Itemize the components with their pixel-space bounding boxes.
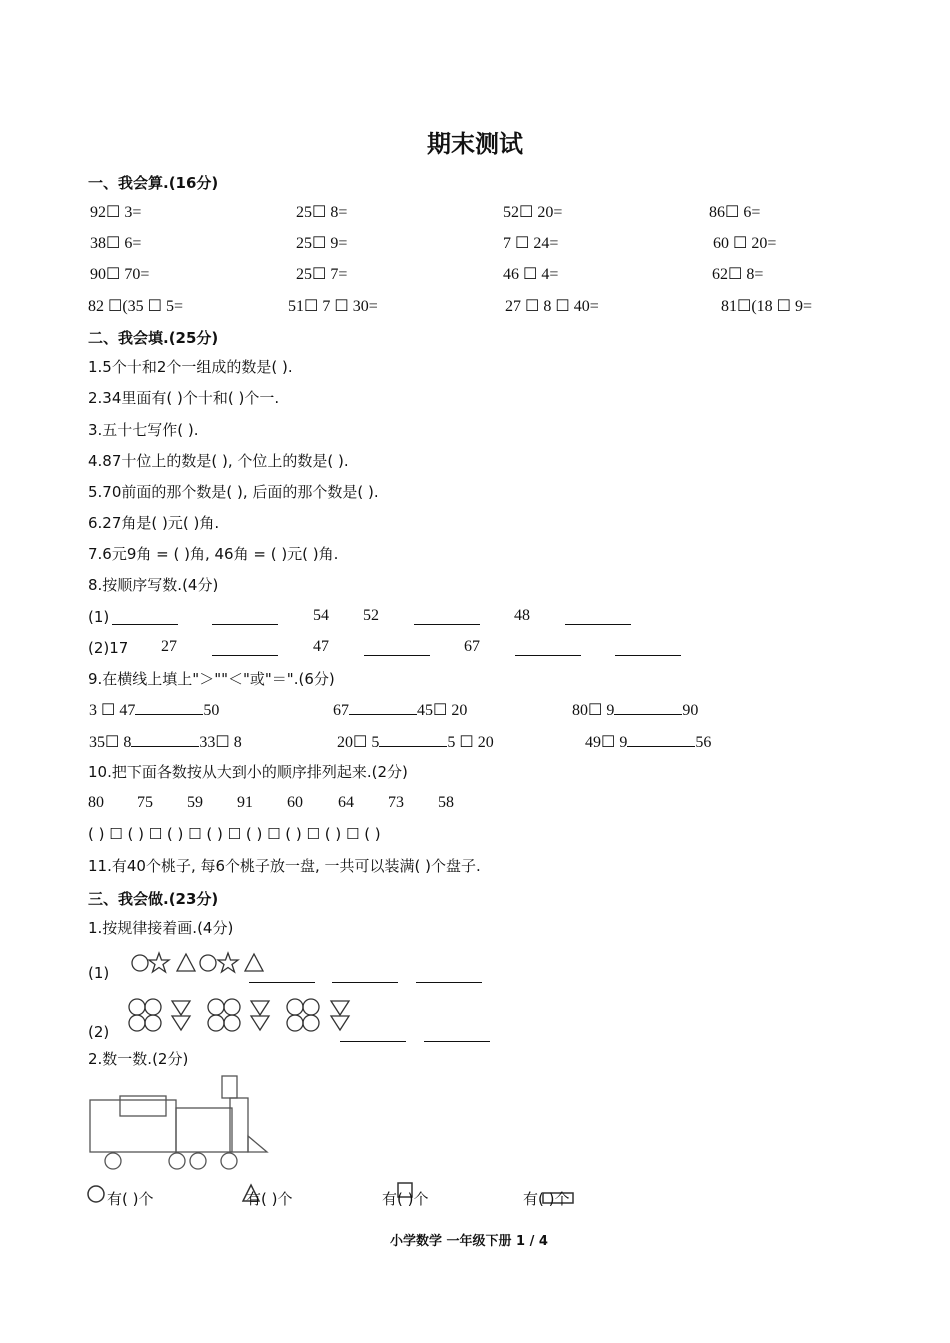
order-number: 60 <box>287 794 303 811</box>
calc-cell: 92☐ 3= <box>90 204 142 221</box>
circle-icon <box>105 1153 121 1169</box>
calc-cell: 90☐ 70= <box>90 266 150 283</box>
compare-item: 35☐ 8 33☐ 8 <box>89 734 242 751</box>
section1-heading: 一、我会算.(16分) <box>88 174 219 192</box>
answer-blank <box>112 610 178 629</box>
fill-question-6: 6.27角是( )元( )角. <box>88 514 220 532</box>
answer-blank <box>565 610 631 629</box>
count-rectangle: 有( )个 <box>523 1190 570 1208</box>
order-number: 58 <box>438 794 454 811</box>
compare-item: 20☐ 5 5 ☐ 20 <box>337 734 494 751</box>
triangle-icon <box>177 954 195 971</box>
compare-item: 49☐ 9 56 <box>585 734 712 751</box>
calc-cell: 82 ☐(35 ☐ 5= <box>88 298 184 315</box>
four-circles-icon <box>129 999 161 1031</box>
sequence-number: 67 <box>464 638 480 655</box>
calc-cell: 60 ☐ 20= <box>713 235 777 252</box>
calc-cell: 25☐ 9= <box>296 235 348 252</box>
fill-question-1: 1.5个十和2个一组成的数是( ). <box>88 358 293 376</box>
triangles-down-icon <box>331 1001 349 1030</box>
count-question-heading: 2.数一数.(2分) <box>88 1050 189 1068</box>
rectangle-icon <box>90 1100 176 1152</box>
answer-blank <box>212 641 278 660</box>
count-square: 有( )个 <box>382 1190 429 1208</box>
triangle-icon <box>248 1136 267 1152</box>
sequence-row-2-label: (2)17 <box>88 639 129 657</box>
answer-blank <box>212 610 278 629</box>
answer-blank <box>615 641 681 660</box>
circle-icon <box>169 1153 185 1169</box>
calc-cell: 46 ☐ 4= <box>503 266 559 283</box>
order-number: 80 <box>88 794 104 811</box>
order-number: 73 <box>388 794 404 811</box>
calc-cell: 25☐ 8= <box>296 204 348 221</box>
count-triangle: 有( )个 <box>246 1190 293 1208</box>
calc-cell: 52☐ 20= <box>503 204 563 221</box>
circle-icon <box>190 1153 206 1169</box>
star-icon <box>149 953 169 972</box>
sequence-number: 48 <box>514 607 530 624</box>
triangles-down-icon <box>251 1001 269 1030</box>
calc-cell: 38☐ 6= <box>90 235 142 252</box>
sequence-number: 54 <box>313 607 329 624</box>
answer-blank <box>340 1027 406 1046</box>
fill-question-11: 11.有40个桃子, 每6个桃子放一盘, 一共可以装满( )个盘子. <box>88 857 481 875</box>
sequence-number: 27 <box>161 638 177 655</box>
page-title: 期末测试 <box>427 130 523 158</box>
section3-heading: 三、我会做.(23分) <box>88 890 219 908</box>
four-circles-icon <box>208 999 240 1031</box>
triangles-down-icon <box>172 1001 190 1030</box>
pattern-row-1-label: (1) <box>88 964 110 982</box>
four-circles-icon <box>287 999 319 1031</box>
calc-cell: 86☐ 6= <box>709 204 761 221</box>
fill-question-7: 7.6元9角 = ( )角, 46角 = ( )元( )角. <box>88 545 339 563</box>
rectangle-icon <box>120 1096 166 1116</box>
calc-cell: 51☐ 7 ☐ 30= <box>288 298 378 315</box>
order-number: 59 <box>187 794 203 811</box>
answer-blank <box>364 641 430 660</box>
star-icon <box>218 953 238 972</box>
answer-blank <box>332 968 398 987</box>
section2-heading: 二、我会填.(25分) <box>88 329 219 347</box>
fill-question-2: 2.34里面有( )个十和( )个一. <box>88 389 280 407</box>
pattern-question-heading: 1.按规律接着画.(4分) <box>88 919 234 937</box>
order-number: 75 <box>137 794 153 811</box>
sequence-row-1-label: (1) <box>88 608 110 626</box>
answer-blank <box>414 610 480 629</box>
sequence-number: 47 <box>313 638 329 655</box>
fill-question-4: 4.87十位上的数是( ), 个位上的数是( ). <box>88 452 349 470</box>
answer-blank <box>249 968 315 987</box>
circle-icon <box>86 1184 106 1204</box>
calc-cell: 81☐(18 ☐ 9= <box>721 298 813 315</box>
calc-cell: 27 ☐ 8 ☐ 40= <box>505 298 599 315</box>
fill-question-10-heading: 10.把下面各数按从大到小的顺序排列起来.(2分) <box>88 763 408 781</box>
calc-cell: 25☐ 7= <box>296 266 348 283</box>
fill-question-3: 3.五十七写作( ). <box>88 421 199 439</box>
calc-cell: 7 ☐ 24= <box>503 235 559 252</box>
circle-icon <box>221 1153 237 1169</box>
rectangle-icon <box>230 1098 248 1152</box>
square-icon <box>222 1076 237 1098</box>
circle-icon <box>200 955 216 971</box>
fill-question-9-heading: 9.在横线上填上"＞""＜"或"＝".(6分) <box>88 670 335 688</box>
answer-blank <box>416 968 482 987</box>
train-figure <box>86 1072 272 1172</box>
order-number: 64 <box>338 794 354 811</box>
rectangle-icon <box>176 1108 232 1152</box>
pattern-row-2-label: (2) <box>88 1023 110 1041</box>
order-number: 91 <box>237 794 253 811</box>
pattern-shapes-row-1 <box>128 950 268 976</box>
order-blanks: ( ) ☐ ( ) ☐ ( ) ☐ ( ) ☐ ( ) ☐ ( ) ☐ ( ) ☐ ( ) <box>88 825 381 843</box>
fill-question-5: 5.70前面的那个数是( ), 后面的那个数是( ). <box>88 483 379 501</box>
fill-question-8-heading: 8.按顺序写数.(4分) <box>88 576 219 594</box>
answer-blank <box>515 641 581 660</box>
compare-item: 67 45☐ 20 <box>333 702 468 719</box>
compare-item: 3 ☐ 47 50 <box>89 702 220 719</box>
calc-cell: 62☐ 8= <box>712 266 764 283</box>
answer-blank <box>424 1027 490 1046</box>
circle-icon <box>132 955 148 971</box>
pattern-shapes-row-2 <box>126 996 356 1036</box>
count-circle: 有( )个 <box>107 1190 154 1208</box>
compare-item: 80☐ 9 90 <box>572 702 699 719</box>
sequence-number: 52 <box>363 607 379 624</box>
page-footer: 小学数学 一年级下册 1 / 4 <box>390 1234 548 1249</box>
